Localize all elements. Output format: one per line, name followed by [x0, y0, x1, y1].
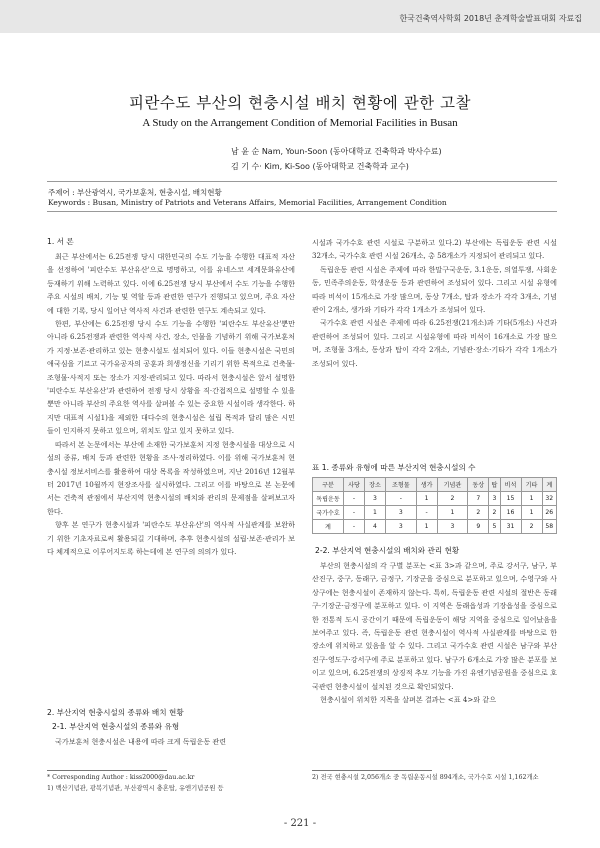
table-header-cell: 생가: [416, 478, 437, 492]
table-row: [313, 506, 557, 520]
table-cell: 58: [542, 520, 556, 534]
table-header-cell: 장소: [364, 478, 385, 492]
section-2-2-heading: 2-2. 부산지역 현충시설의 배치와 관리 현황: [315, 546, 460, 555]
paragraph: 한편, 부산에는 6.25전쟁 당시 수도 기능을 수행한 '피란수도 부산유산'뿐만 아니라 6.25전쟁과 관련한 역사적 사건, 장소, 인물을 기념하기 위해 국가보훈처가 지정·보존·관리하고 있는 현충시설도 설치되어 있다. 이들 현충시설은 국민의 애국심을 기르고 국가유공자의 공훈과 희생정신을 기리기 위한 목적으로 건축물·조형물·사적지 또는 장소가 지정·관리되고 있다. 따라서 현충시설은 앞서 설명한 '피란수도 부산유산'과 관련하여 전쟁 당시 상황을 직·간접적으로 설명할 수 있을 뿐만 아니라 부산의 주요한 역사를 살펴볼 수 있는 중요한 시설이라 생각한다. 하지만 대표적 시설1)을 제외한 대다수의 현충시설은 설립 목적과 달리 많은 시민들이 인지하지 못하고 있으며, 위치도 알고 있지 못하고 있다.: [47, 319, 295, 436]
paper-title-english: A Study on the Arrangement Condition of Memorial Facilities in Busan: [142, 117, 458, 129]
table-cell: 26: [542, 506, 556, 520]
section-2-1-body: 국가보훈처 현충시설은 내용에 따라 크게 독립운동 관련: [55, 737, 227, 746]
table-row: [313, 492, 557, 506]
table-header-cell: 기타: [521, 478, 542, 492]
paragraph: 부산의 현충시설의 각 구별 분포는 <표 3>과 같으며, 주로 강서구, 남구, 부산진구, 중구, 동래구, 금정구, 기장군을 중심으로 분포하고 있으며, 수영구와 사상구에는 현충시설이 존재하지 않는다. 특히, 독립운동 관련 시설의 절반은 동래구·기장군·금정구에 분포하고 있다. 이 지역은 동래읍성과 기장읍성을 중심으로 한 전통적 도시 공간이기 때문에 독립운동이 해당 지역을 중심으로 일어났음을 보여주고 있다. 즉, 독립운동 관련 현충시설이 역사적 사실관계를 바탕으로 한 장소에 위치하고 있음을 알 수 있다. 그리고 국가수호 관련 시설은 남구와 부산진구·영도구·강서구에 주로 분포하고 있다. 남구가 6개소로 가장 많은 분포를 보이고 있으며, 6.25전쟁의 상징적 추모 기능을 가진 유엔기념공원을 중심으로 호국관련 현충시설이 설치된 것으로 확인되었다.: [312, 561, 557, 691]
paper-title-korean: 피란수도 부산의 현충시설 배치 현황에 관한 고찰: [128, 94, 472, 112]
table-cell: -: [344, 506, 365, 520]
table-cell: 4: [364, 520, 385, 534]
table-cell: 1: [416, 520, 437, 534]
table-cell: 16: [500, 506, 521, 520]
table-header-cell: 기념관: [437, 478, 468, 492]
paragraph: 현충시설이 위치한 지목을 살펴본 결과는 <표 4>와 같으: [320, 695, 497, 705]
table-cell: 2: [489, 506, 500, 520]
page-number: - 221 -: [283, 818, 317, 829]
table-cell: 2: [437, 492, 468, 506]
table-cell: -: [416, 506, 437, 520]
table-cell: 32: [542, 492, 556, 506]
paragraph: 최근 부산에서는 6.25전쟁 당시 대한민국의 수도 기능을 수행한 대표적 자산을 선정하여 '피란수도 부산유산'으로 명명하고, 이를 유네스코 세계문화유산에 등재하기 위해 노력하고 있다. 이에 6.25전쟁 당시 부산에서 수도 기능을 수행한 주요 시설의 배치, 기능 및 역할 등과 관련한 연구가 진행되고 있으며, 주요 자산에 대한 기록, 당시 일어난 역사적 사건과 관련한 연구도 계속되고 있다.: [47, 252, 295, 315]
section-2-2-body: [312, 559, 557, 706]
table-cell: 1: [521, 506, 542, 520]
section-2-1-heading: 2-1. 부산지역 현충시설의 종류와 유형: [52, 722, 180, 731]
table-1-caption: 표 1. 종류와 유형에 따른 부산지역 현충시설의 수: [312, 463, 476, 472]
table-header-cell: 비석: [500, 478, 521, 492]
table-cell: 독립운동: [313, 492, 344, 506]
author-name: 김 기 수· Kim, Ki-Soo: [231, 162, 310, 171]
table-cell: 9: [468, 520, 489, 534]
table-header-cell: 사당: [344, 478, 365, 492]
column-2-body: [312, 236, 557, 370]
table-cell: 7: [468, 492, 489, 506]
table-cell: 계: [313, 520, 344, 534]
table-header-cell: 동상: [468, 478, 489, 492]
table-header-cell: 구분: [313, 478, 344, 492]
paragraph: 국가수호 관련 시설은 주제에 따라 6.25전쟁(21개소)과 기타(5개소) 사건과 관련하여 조성되어 있다. 그리고 시설유형에 따라 비석이 16개소로 가장 많으며, 조형물 3개소, 동상과 탑이 각각 2개소, 기념관·장소·기타가 각각 1개소가 조성되어 있다.: [312, 318, 557, 368]
footnote-rule: [47, 770, 167, 771]
table-cell: 3: [385, 506, 416, 520]
table-cell: 1: [521, 492, 542, 506]
table-cell: 1: [437, 506, 468, 520]
author-affiliation: (동아대학교 건축학과 박사수료): [329, 147, 442, 156]
table-cell: 3: [364, 492, 385, 506]
table-cell: 국가수호: [313, 506, 344, 520]
table-cell: -: [344, 520, 365, 534]
keywords-english: Keywords : Busan, Ministry of Patriots and Veterans Affairs, Memorial Facilities, Arrangement Condition: [48, 198, 447, 207]
footnote-rule: [312, 770, 432, 771]
author-1: [231, 146, 442, 157]
table-row-total: [313, 520, 557, 534]
table-header-cell: 탑: [489, 478, 500, 492]
section-1-heading: 1. 서 론: [47, 237, 74, 246]
section-1-body: [47, 250, 295, 558]
author-affiliation: (동아대학교 건축학과 교수): [312, 162, 409, 171]
section-2-heading: 2. 부산지역 현충시설의 종류와 배치 현황: [47, 708, 184, 717]
table-cell: -: [344, 492, 365, 506]
table-cell: 1: [364, 506, 385, 520]
keywords-korean: 주제어 : 부산광역시, 국가보훈처, 현충시설, 배치현황: [48, 188, 222, 197]
table-cell: 31: [500, 520, 521, 534]
facility-table: [312, 477, 557, 534]
corresponding-author: * Corresponding Author : kiss2000@dau.ac.kr: [47, 774, 195, 781]
paragraph: 따라서 본 논문에서는 부산에 소재한 국가보훈처 지정 현충시설을 대상으로 시설의 종류, 배치 등과 관련한 현황을 조사·정리하였다. 이를 위해 국가보훈처 현충시설 정보서비스를 활용하여 대상 목록을 작성하였으며, 지난 2016년 12월부터 2017년 10월까지 현장조사를 실시하였다. 그리고 이를 바탕으로 본 논문에서는 건축적 관점에서 부산지역 현충시설의 배치와 관리의 문제점을 살펴보고자 한다.: [47, 439, 295, 516]
footnote-1: 1) 백산기념관, 광복기념관, 부산광역시 충혼탑, 유엔기념공원 등: [47, 785, 224, 792]
table-cell: 5: [489, 520, 500, 534]
footnote-2: 2) 전국 현충시설 2,056개소 중 독립운동시설 894개소, 국가수호 시설 1,162개소: [312, 774, 539, 781]
conference-title: 한국건축역사학회 2018년 춘계학술발표대회 자료집: [399, 14, 582, 23]
table-cell: 3: [437, 520, 468, 534]
paragraph: 시설과 국가수호 관련 시설로 구분하고 있다.2) 부산에는 독립운동 관련 시설 32개소, 국가수호 관련 시설 26개소, 총 58개소가 지정되어 관리되고 있다.: [312, 238, 557, 261]
divider-top: [47, 181, 557, 182]
table-cell: 2: [521, 520, 542, 534]
paragraph: 향후 본 연구가 현충시설과 '피란수도 부산유산'의 역사적 사실관계를 보완하기 위한 기초자료로써 활용되길 기대하며, 추후 현충시설의 설립·보존·관리가 보다 체계적으로 이루어지도록 하는데에 본 연구의 의의가 있다.: [47, 520, 295, 556]
paragraph: 독립운동 관련 시설은 주제에 따라 한말구국운동, 3.1운동, 의열투쟁, 사회운동, 민족주의운동, 학생운동 등과 관련하여 조성되어 있다. 그리고 시설 유형에 따라 비석이 15개소로 가장 많으며, 동상 7개소, 탑과 장소가 각각 3개소, 기념관이 2개소, 생가와 기타가 각각 1개소가 조성되어 있다.: [312, 264, 557, 315]
table-cell: -: [385, 492, 416, 506]
table-cell: 3: [489, 492, 500, 506]
author-2: [231, 161, 409, 172]
table-header-row: [313, 478, 557, 492]
divider-bottom: [47, 211, 557, 212]
table-cell: 2: [468, 506, 489, 520]
table-cell: 15: [500, 492, 521, 506]
table-header-cell: 계: [542, 478, 556, 492]
table-cell: 3: [385, 520, 416, 534]
footnotes-left: [47, 772, 295, 794]
table-cell: 1: [416, 492, 437, 506]
table-header-cell: 조형물: [385, 478, 416, 492]
author-name: 남 윤 순 Nam, Youn-Soon: [231, 147, 328, 156]
